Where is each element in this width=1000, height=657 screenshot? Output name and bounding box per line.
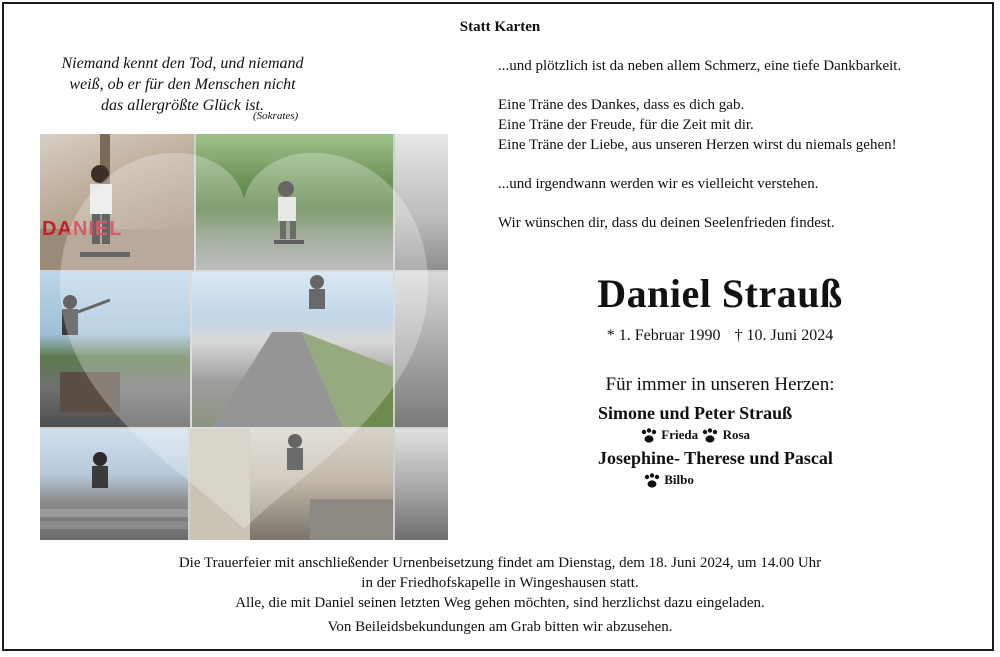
ceremony-line: Alle, die mit Daniel seinen letzten Weg gehen möchten, sind herzlichst dazu eingeladen.	[235, 595, 765, 611]
quote-line: das allergrößte Glück ist.	[101, 97, 264, 114]
birth-date: * 1. Februar 1990	[606, 327, 721, 344]
family-name: Josephine- Therese und Pascal	[598, 448, 833, 468]
mourners-heading: Für immer in unseren Herzen:	[605, 374, 835, 395]
poem-line: Eine Träne des Dankes, dass es dich gab.	[498, 97, 745, 113]
pet-name: Bilbo	[664, 472, 694, 487]
quote-line: weiß, ob er für den Menschen nicht	[69, 76, 296, 93]
deceased-name: Daniel Strauß	[597, 271, 843, 316]
poem	[498, 56, 978, 252]
pet-name: Frieda	[661, 427, 699, 442]
pet-names	[643, 472, 694, 489]
poem-paragraph: ...und irgendwann werden wir es vielleicht verstehen.	[498, 176, 819, 192]
ceremony-line: in der Friedhofskapelle in Wingeshausen statt.	[361, 575, 639, 591]
quote	[30, 53, 335, 116]
photo-overlay-text: DANIEL	[42, 218, 123, 240]
photo-collage	[40, 134, 448, 540]
quote-line: Niemand kennt den Tod, und niemand	[61, 55, 304, 72]
pet-names	[640, 427, 750, 444]
paw-print-icon	[640, 428, 658, 444]
paw-print-icon	[643, 473, 661, 489]
poem-paragraph: Wir wünschen dir, dass du deinen Seelenfrieden findest.	[498, 215, 835, 231]
poem-line: Eine Träne der Freude, für die Zeit mit dir.	[498, 117, 754, 133]
quote-author: (Sokrates)	[253, 110, 299, 122]
ceremony-info	[0, 553, 1000, 637]
paw-print-icon	[701, 428, 719, 444]
family-name: Simone und Peter Strauß	[598, 403, 793, 423]
ceremony-line: Die Trauerfeier mit anschließender Urnenbeisetzung findet am Dienstag, dem 18. Juni 2024, um 14.00 Uhr	[178, 555, 822, 571]
ceremony-line: Von Beileidsbekundungen am Grab bitten wir abzusehen.	[327, 619, 673, 635]
death-date: † 10. Juni 2024	[734, 327, 834, 344]
life-dates	[460, 327, 980, 345]
poem-paragraph	[498, 95, 978, 155]
header-title: Statt Karten	[459, 19, 541, 35]
heart-overlay-icon	[40, 134, 448, 540]
poem-line: Eine Träne der Liebe, aus unseren Herzen wirst du niemals gehen!	[498, 137, 897, 153]
pet-name: Rosa	[722, 427, 751, 442]
poem-paragraph: ...und plötzlich ist da neben allem Schmerz, eine tiefe Dankbarkeit.	[498, 58, 902, 74]
